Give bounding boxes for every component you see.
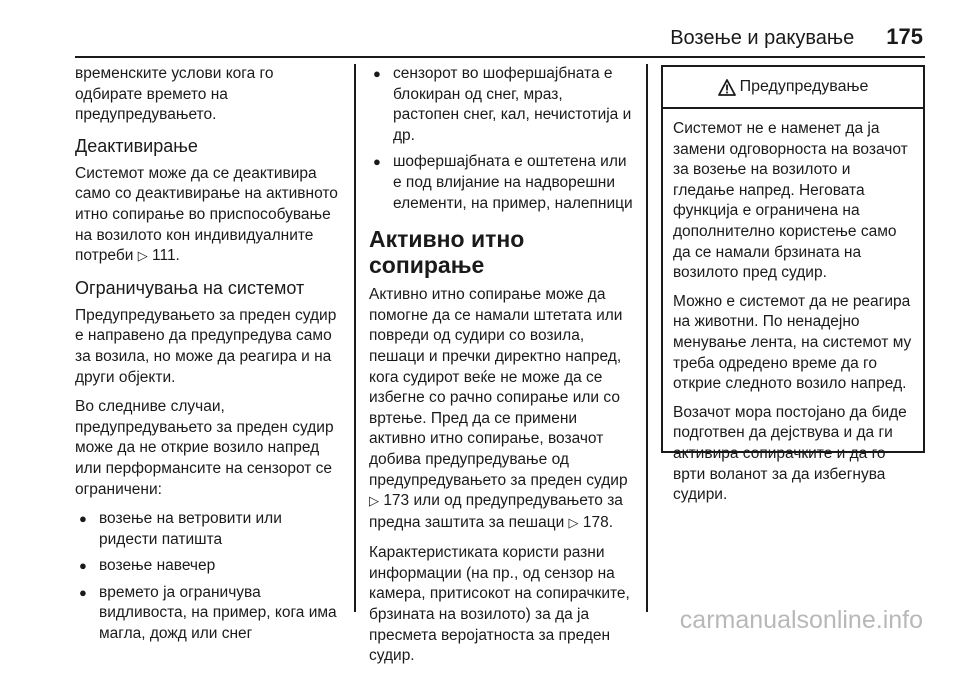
warning-paragraph-1: Системот не е наменет да ја замени одговорноста на возачот за возење на возилото и гледање напред. Неговата функција е ограничена на дополнително користење само да се намали брзината на возилото пред судир. bbox=[673, 120, 908, 282]
list-item: ● сензорот во шофершајбната е блокиран од снег, мраз, растопен снег, кал, нечистотија и др. bbox=[369, 64, 633, 146]
limits-heading: Ограничувања на системот bbox=[75, 277, 305, 298]
sensor-list bbox=[369, 64, 633, 214]
left-column bbox=[75, 64, 343, 651]
warning-paragraph-3: Возачот мора постојано да биде подготвен да дејствува и да ги активира сопирачките и да го врти воланот за да избегнува судири. bbox=[673, 403, 907, 504]
list-item: ● возење на ветровити или ридести патишта bbox=[75, 509, 343, 550]
aeb-paragraph-1 bbox=[369, 285, 633, 534]
page-ref-arrow-icon: ▷ bbox=[369, 494, 379, 510]
aeb-page-ref-2[interactable]: 178. bbox=[582, 513, 614, 531]
section-title: Возење и ракување bbox=[670, 27, 855, 49]
header-rule bbox=[75, 56, 925, 58]
limits-paragraph-2: Во следниве случаи, предупредувањето за преден судир може да не открие возило напред или перформансите на сензорот се ограничени: bbox=[75, 398, 334, 498]
aeb-text-b: или од предупредувањето за предна заштита за пешаци bbox=[369, 492, 623, 531]
aeb-heading: Активно итно сопирање bbox=[369, 226, 525, 279]
list-item: ● возење навечер bbox=[75, 556, 343, 577]
list-item: ● шофершајбната е оштетена или е под влијание на надворешни елементи, на пример, налепници bbox=[369, 152, 633, 214]
warning-paragraph-2: Можно е системот да не реагира на животни. По ненадејно менување лента, на системот му треба одредено време да го открие следното возило напред. bbox=[673, 292, 912, 393]
aeb-text-a: Активно итно сопирање може да помогне да се намали штетата или повреди од судири со возила, пешаци и пречки директно напред, кога судирот веќе не може да се избегне со рачно сопирање или со вртење. Пред да се примени активно итно сопирање, возачот добива предупредување од предупредувањето за преден судир bbox=[369, 286, 628, 489]
watermark: carmanualsonline.info bbox=[679, 606, 923, 634]
warning-title: Предупредување bbox=[739, 78, 869, 95]
aeb-page-ref-1[interactable]: 173 bbox=[383, 492, 410, 510]
deactivation-paragraph bbox=[75, 164, 343, 268]
warning-body bbox=[663, 109, 923, 506]
aeb-paragraph-2: Карактеристиката користи разни информации (на пр., од сензор на камера, притисокот на сопирачките, брзината на возилото) за да ја пресмета веројатноста за преден судир. bbox=[369, 544, 630, 665]
deactivation-text: Системот може да се деактивира само со деактивирање на активното итно сопирање во приспособување на возилото кон индивидуалните потреби bbox=[75, 164, 338, 265]
deactivation-heading: Деактивирање bbox=[75, 135, 198, 156]
middle-column bbox=[369, 64, 633, 676]
limits-list bbox=[75, 509, 343, 645]
list-item: ● времето ја ограничува видливоста, на пример, кога има магла, дожд или снег bbox=[75, 583, 343, 645]
intro-paragraph: временските услови кога го одбирате времето на предупредувањето. bbox=[75, 65, 274, 124]
page-ref-arrow-icon: ▷ bbox=[568, 515, 579, 531]
column-divider bbox=[354, 64, 356, 612]
warning-triangle-icon bbox=[718, 79, 736, 96]
warning-header bbox=[663, 67, 923, 109]
page-number: 175 bbox=[886, 24, 923, 49]
deactivation-page-ref[interactable]: 111. bbox=[152, 247, 180, 265]
page-ref-arrow-icon: ▷ bbox=[137, 249, 148, 265]
column-divider bbox=[646, 64, 648, 612]
limits-paragraph-1: Предупредувањето за преден судир е направено да предупредува само за возила, но може да реагира и на други објекти. bbox=[75, 306, 337, 386]
page-header bbox=[670, 24, 923, 58]
warning-box bbox=[661, 65, 925, 504]
